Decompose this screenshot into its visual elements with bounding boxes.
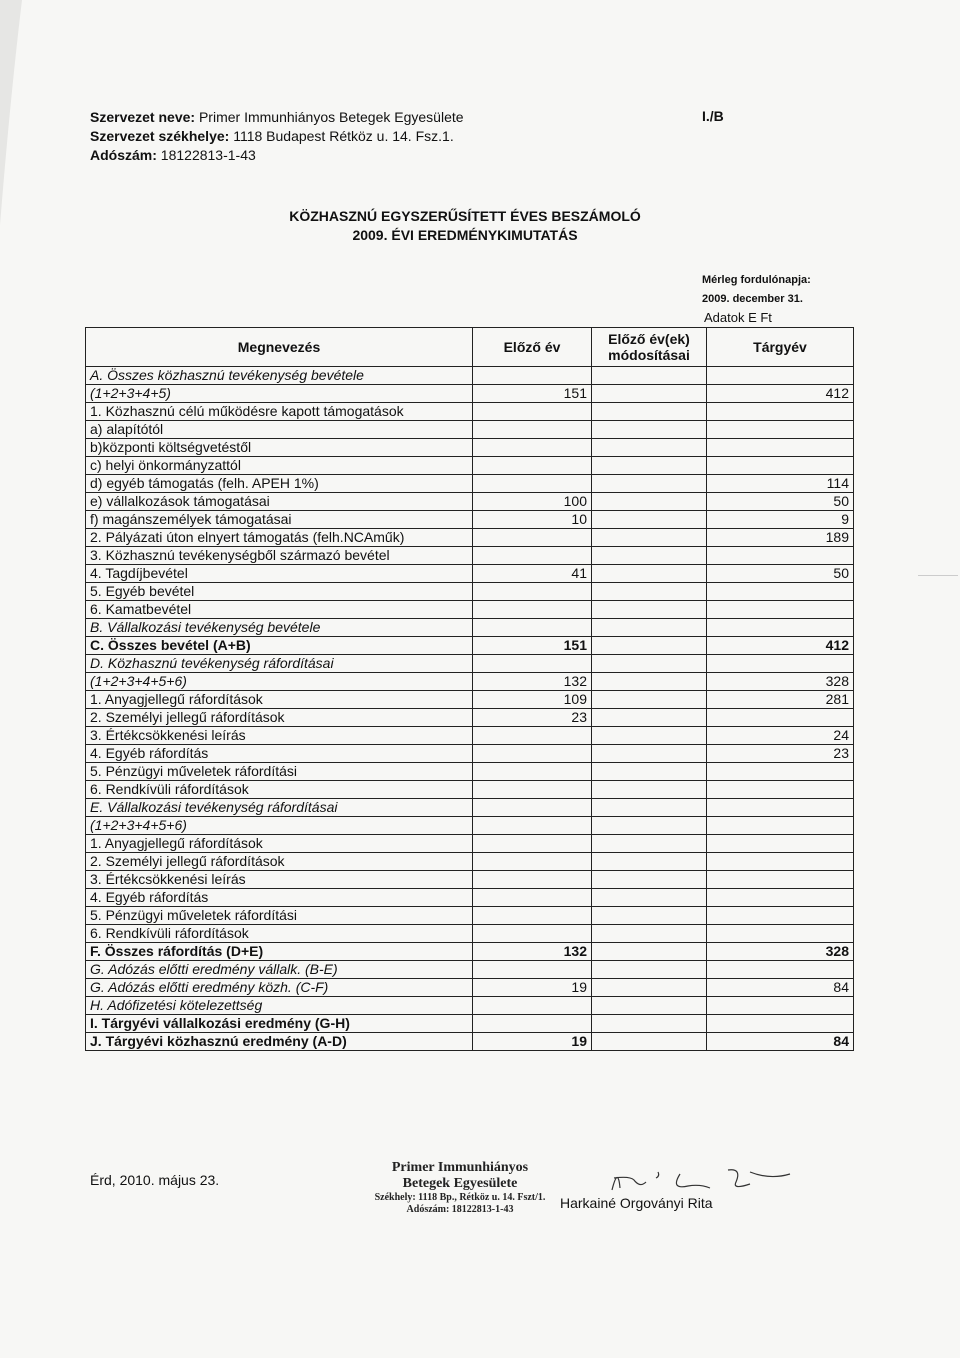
- prev-year-value: [473, 961, 592, 979]
- org-seat-line: [90, 127, 454, 145]
- prev-year-value: [473, 439, 592, 457]
- prev-year-value: 132: [473, 943, 592, 961]
- table-row: [86, 637, 854, 655]
- prev-year-value: 151: [473, 385, 592, 403]
- prev-year-value: [473, 925, 592, 943]
- row-label: 4. Tagdíjbevétel: [86, 565, 473, 583]
- prev-year-value: [473, 475, 592, 493]
- table-row: [86, 511, 854, 529]
- row-label: f) magánszemélyek támogatásai: [86, 511, 473, 529]
- row-label: 1. Anyagjellegű ráfordítások: [86, 691, 473, 709]
- current-year-value: [707, 583, 854, 601]
- tax-line: [90, 146, 256, 164]
- prev-year-value: 151: [473, 637, 592, 655]
- prev-mod-value: [592, 781, 707, 799]
- prev-mod-value: [592, 385, 707, 403]
- current-year-value: [707, 655, 854, 673]
- table-row: [86, 475, 854, 493]
- row-label: G. Adózás előtti eredmény vállalk. (B-E): [86, 961, 473, 979]
- row-label: 5. Pénzügyi műveletek ráfordítási: [86, 907, 473, 925]
- col-header-name: Megnevezés: [86, 328, 473, 367]
- row-label: J. Tárgyévi közhasznú eredmény (A-D): [86, 1033, 473, 1051]
- table-row: [86, 763, 854, 781]
- prev-year-value: [473, 457, 592, 475]
- current-year-value: 281: [707, 691, 854, 709]
- table-row: [86, 727, 854, 745]
- table-row: [86, 619, 854, 637]
- table-row: [86, 367, 854, 385]
- table-row: [86, 907, 854, 925]
- prev-mod-value: [592, 421, 707, 439]
- table-row: [86, 1015, 854, 1033]
- prev-mod-value: [592, 529, 707, 547]
- table-row: [86, 655, 854, 673]
- current-year-value: [707, 781, 854, 799]
- table-row: [86, 439, 854, 457]
- current-year-value: [707, 367, 854, 385]
- table-row: [86, 781, 854, 799]
- row-label: B. Vállalkozási tevékenység bevétele: [86, 619, 473, 637]
- prev-mod-value: [592, 763, 707, 781]
- prev-year-value: [473, 781, 592, 799]
- table-row: [86, 943, 854, 961]
- current-year-value: 412: [707, 385, 854, 403]
- current-year-value: 23: [707, 745, 854, 763]
- row-label: 6. Rendkívüli ráfordítások: [86, 925, 473, 943]
- stamp-line-1: Primer Immunhiányos: [391, 1160, 529, 1175]
- prev-mod-value: [592, 619, 707, 637]
- table-header-row: [86, 328, 854, 367]
- current-year-value: [707, 547, 854, 565]
- prev-mod-value: [592, 583, 707, 601]
- prev-mod-value: [592, 673, 707, 691]
- current-year-value: 84: [707, 979, 854, 997]
- row-label: I. Tárgyévi vállalkozási eredmény (G-H): [86, 1015, 473, 1033]
- current-year-value: [707, 799, 854, 817]
- table-row: [86, 925, 854, 943]
- prev-year-value: [473, 871, 592, 889]
- current-year-value: [707, 997, 854, 1015]
- scan-mark: [918, 575, 958, 576]
- current-year-value: [707, 421, 854, 439]
- prev-mod-value: [592, 475, 707, 493]
- prev-year-value: [473, 889, 592, 907]
- row-label: d) egyéb támogatás (felh. APEH 1%): [86, 475, 473, 493]
- current-year-value: [707, 835, 854, 853]
- table-row: [86, 601, 854, 619]
- prev-mod-value: [592, 961, 707, 979]
- table-row: [86, 583, 854, 601]
- current-year-value: 50: [707, 493, 854, 511]
- scan-edge-shadow: [0, 0, 60, 230]
- prev-mod-value: [592, 871, 707, 889]
- prev-year-value: [473, 367, 592, 385]
- row-label: 3. Értékcsökkenési leírás: [86, 727, 473, 745]
- row-label: 2. Személyi jellegű ráfordítások: [86, 853, 473, 871]
- table-row: [86, 709, 854, 727]
- row-label: 4. Egyéb ráfordítás: [86, 889, 473, 907]
- table-row: [86, 853, 854, 871]
- current-year-value: [707, 403, 854, 421]
- table-row: [86, 493, 854, 511]
- current-year-value: [707, 1015, 854, 1033]
- table-row: [86, 889, 854, 907]
- prev-year-value: [473, 817, 592, 835]
- report-subtitle: 2009. ÉVI EREDMÉNYKIMUTATÁS: [352, 227, 578, 243]
- current-year-value: 24: [707, 727, 854, 745]
- current-year-value: [707, 889, 854, 907]
- current-year-value: [707, 853, 854, 871]
- prev-year-value: [473, 601, 592, 619]
- prev-mod-value: [592, 691, 707, 709]
- row-label: 6. Rendkívüli ráfordítások: [86, 781, 473, 799]
- prev-year-value: [473, 655, 592, 673]
- row-label: G. Adózás előtti eredmény közh. (C-F): [86, 979, 473, 997]
- prev-year-value: 41: [473, 565, 592, 583]
- tax-label: Adószám:: [90, 147, 157, 163]
- tax-value: 18122813-1-43: [160, 147, 256, 163]
- prev-mod-value: [592, 547, 707, 565]
- balance-date-label: Mérleg fordulónapja:: [702, 274, 811, 286]
- current-year-value: 328: [707, 943, 854, 961]
- prev-year-value: 132: [473, 673, 592, 691]
- table-row: [86, 457, 854, 475]
- table-row: [86, 385, 854, 403]
- col-header-current-year: Tárgyév: [707, 328, 854, 367]
- income-statement-table: [85, 327, 854, 1051]
- prev-mod-value: [592, 493, 707, 511]
- org-name-line: [90, 108, 464, 126]
- table-row: [86, 691, 854, 709]
- prev-mod-value: [592, 817, 707, 835]
- row-label: c) helyi önkormányzattól: [86, 457, 473, 475]
- prev-mod-value: [592, 1033, 707, 1051]
- current-year-value: 9: [707, 511, 854, 529]
- prev-mod-value: [592, 709, 707, 727]
- prev-year-value: [473, 421, 592, 439]
- row-label: 5. Pénzügyi műveletek ráfordítási: [86, 763, 473, 781]
- row-label: E. Vállalkozási tevékenység ráfordításai: [86, 799, 473, 817]
- prev-mod-value: [592, 511, 707, 529]
- current-year-value: [707, 871, 854, 889]
- prev-mod-value: [592, 1015, 707, 1033]
- current-year-value: [707, 817, 854, 835]
- table-row: [86, 799, 854, 817]
- current-year-value: 412: [707, 637, 854, 655]
- signer-name: Harkainé Orgoványi Rita: [560, 1195, 713, 1211]
- row-label: A. Összes közhasznú tevékenység bevétele: [86, 367, 473, 385]
- table-row: [86, 871, 854, 889]
- prev-mod-value: [592, 997, 707, 1015]
- prev-year-value: [473, 799, 592, 817]
- table-row: [86, 547, 854, 565]
- prev-mod-value: [592, 565, 707, 583]
- prev-year-value: [473, 835, 592, 853]
- table-row: [86, 817, 854, 835]
- prev-year-value: [473, 727, 592, 745]
- prev-year-value: 19: [473, 979, 592, 997]
- current-year-value: [707, 709, 854, 727]
- current-year-value: [707, 763, 854, 781]
- table-row: [86, 979, 854, 997]
- row-label: C. Összes bevétel (A+B): [86, 637, 473, 655]
- row-label: b)központi költségvetéstől: [86, 439, 473, 457]
- row-label: 2. Pályázati úton elnyert támogatás (felh.NCAműk): [86, 529, 473, 547]
- current-year-value: [707, 925, 854, 943]
- prev-mod-value: [592, 637, 707, 655]
- prev-year-value: [473, 619, 592, 637]
- col-header-prev-mod-line1: Előző év(ek): [608, 331, 690, 347]
- prev-mod-value: [592, 907, 707, 925]
- table-row: [86, 997, 854, 1015]
- current-year-value: [707, 907, 854, 925]
- col-header-prev-mod: [592, 328, 707, 367]
- current-year-value: [707, 439, 854, 457]
- prev-year-value: [473, 1015, 592, 1033]
- row-label: 6. Kamatbevétel: [86, 601, 473, 619]
- col-header-prev-year: Előző év: [473, 328, 592, 367]
- prev-mod-value: [592, 799, 707, 817]
- row-label: (1+2+3+4+5+6): [86, 673, 473, 691]
- current-year-value: 189: [707, 529, 854, 547]
- prev-year-value: [473, 583, 592, 601]
- prev-year-value: [473, 907, 592, 925]
- org-seat-label: Szervezet székhelye:: [90, 128, 230, 144]
- unit-label: Adatok E Ft: [704, 310, 772, 325]
- prev-mod-value: [592, 745, 707, 763]
- row-label: 5. Egyéb bevétel: [86, 583, 473, 601]
- org-name-label: Szervezet neve:: [90, 109, 196, 125]
- table-row: [86, 961, 854, 979]
- prev-year-value: [473, 763, 592, 781]
- prev-mod-value: [592, 943, 707, 961]
- doc-code: I./B: [702, 108, 724, 124]
- table-row: [86, 745, 854, 763]
- table-row: [86, 565, 854, 583]
- prev-mod-value: [592, 853, 707, 871]
- report-title: KÖZHASZNÚ EGYSZERŰSÍTETT ÉVES BESZÁMOLÓ: [289, 208, 641, 224]
- col-header-prev-mod-line2: módosításai: [608, 347, 690, 363]
- current-year-value: 114: [707, 475, 854, 493]
- current-year-value: 84: [707, 1033, 854, 1051]
- prev-mod-value: [592, 367, 707, 385]
- prev-year-value: [473, 997, 592, 1015]
- prev-mod-value: [592, 727, 707, 745]
- prev-mod-value: [592, 601, 707, 619]
- table-row: [86, 835, 854, 853]
- prev-year-value: 100: [473, 493, 592, 511]
- prev-year-value: 109: [473, 691, 592, 709]
- table-row: [86, 1033, 854, 1051]
- current-year-value: 328: [707, 673, 854, 691]
- row-label: a) alapítótól: [86, 421, 473, 439]
- prev-mod-value: [592, 979, 707, 997]
- table-row: [86, 673, 854, 691]
- current-year-value: [707, 961, 854, 979]
- org-name-value: Primer Immunhiányos Betegek Egyesülete: [198, 109, 464, 125]
- prev-mod-value: [592, 439, 707, 457]
- table-row: [86, 421, 854, 439]
- row-label: 1. Közhasznú célú működésre kapott támogatások: [86, 403, 473, 421]
- current-year-value: [707, 457, 854, 475]
- row-label: 3. Értékcsökkenési leírás: [86, 871, 473, 889]
- row-label: 2. Személyi jellegű ráfordítások: [86, 709, 473, 727]
- prev-year-value: [473, 529, 592, 547]
- stamp-line-2: Betegek Egyesülete: [402, 1176, 518, 1191]
- prev-year-value: 10: [473, 511, 592, 529]
- prev-mod-value: [592, 889, 707, 907]
- prev-year-value: [473, 853, 592, 871]
- prev-mod-value: [592, 925, 707, 943]
- row-label: 1. Anyagjellegű ráfordítások: [86, 835, 473, 853]
- balance-date-value: 2009. december 31.: [702, 293, 803, 305]
- table-row: [86, 403, 854, 421]
- row-label: (1+2+3+4+5+6): [86, 817, 473, 835]
- prev-mod-value: [592, 403, 707, 421]
- prev-year-value: [473, 403, 592, 421]
- prev-year-value: [473, 547, 592, 565]
- row-label: 4. Egyéb ráfordítás: [86, 745, 473, 763]
- prev-year-value: 23: [473, 709, 592, 727]
- prev-mod-value: [592, 457, 707, 475]
- current-year-value: [707, 601, 854, 619]
- org-stamp: [370, 1160, 550, 1216]
- prev-mod-value: [592, 655, 707, 673]
- org-seat-value: 1118 Budapest Rétköz u. 14. Fsz.1.: [233, 128, 454, 144]
- place-date: Érd, 2010. május 23.: [90, 1172, 220, 1188]
- stamp-line-4: Adószám: 18122813-1-43: [406, 1204, 514, 1215]
- row-label: H. Adófizetési kötelezettség: [86, 997, 473, 1015]
- prev-year-value: [473, 745, 592, 763]
- table-row: [86, 529, 854, 547]
- stamp-line-3: Székhely: 1118 Bp., Rétköz u. 14. Fszt/1.: [374, 1192, 546, 1203]
- handwritten-signature: [600, 1160, 800, 1200]
- current-year-value: 50: [707, 565, 854, 583]
- row-label: (1+2+3+4+5): [86, 385, 473, 403]
- prev-year-value: 19: [473, 1033, 592, 1051]
- row-label: F. Összes ráfordítás (D+E): [86, 943, 473, 961]
- current-year-value: [707, 619, 854, 637]
- prev-mod-value: [592, 835, 707, 853]
- row-label: e) vállalkozások támogatásai: [86, 493, 473, 511]
- row-label: 3. Közhasznú tevékenységből származó bevétel: [86, 547, 473, 565]
- row-label: D. Közhasznú tevékenység ráfordításai: [86, 655, 473, 673]
